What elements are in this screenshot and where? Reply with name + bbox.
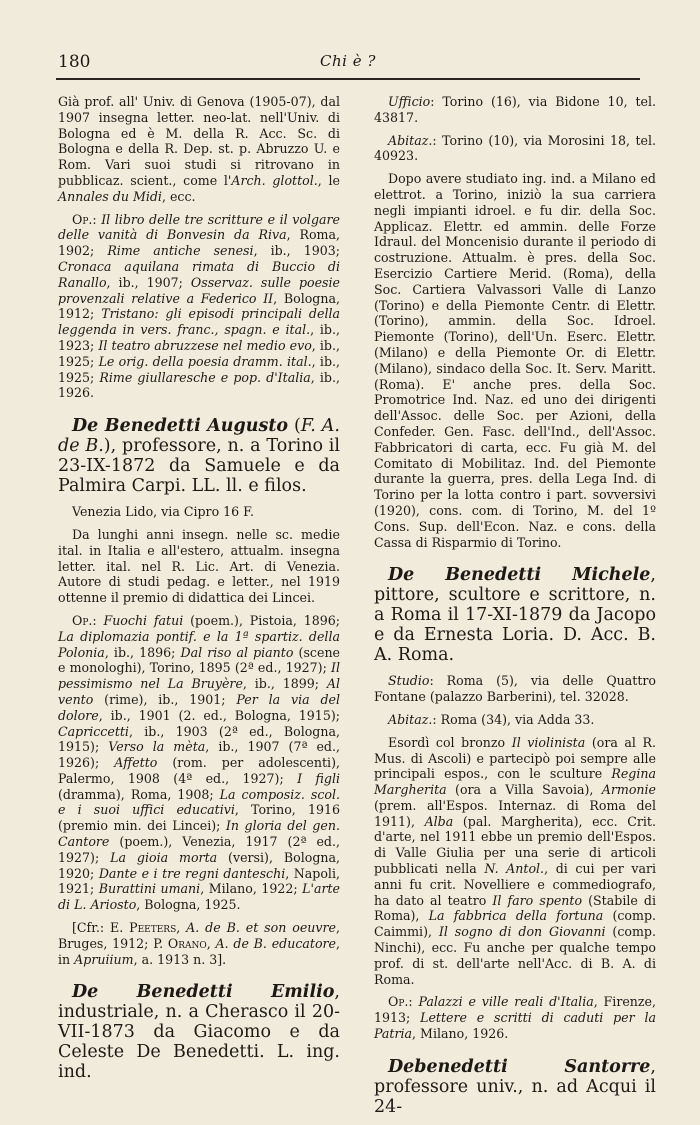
text-run: (ora a Villa Savoia), xyxy=(446,782,602,798)
italic-text: Studio xyxy=(388,673,430,689)
text-run: (rom. per adolescenti), Palermo, 1908 (4ª ed., 1927); xyxy=(58,755,340,786)
text-run: , xyxy=(206,935,216,951)
italic-text: Osservaz. sulle poesie provenzali relative a Federico II xyxy=(58,274,340,306)
entry-heading xyxy=(58,416,340,496)
entry-name: De Benedetti Emilio xyxy=(72,982,335,1003)
italic-text: Ufficio xyxy=(388,94,431,109)
italic-text: Abitaz. xyxy=(388,711,433,727)
text-run: , Roma, 1902; xyxy=(58,227,340,259)
italic-text: Affetto xyxy=(114,755,158,771)
entry-heading xyxy=(374,1057,656,1117)
text-paragraph xyxy=(58,212,340,402)
text-paragraph xyxy=(374,712,656,728)
text-run: , xyxy=(176,920,187,936)
text-run: , Napoli, 1921; xyxy=(58,865,340,897)
italic-text: Annales du Midi xyxy=(58,188,162,204)
text-run: (rime), ib., 1901; xyxy=(93,691,237,707)
text-run: , industriale, n. a Cherasco il 20-VII-1873 da Giacomo e da Celeste De Benedetti. L. ing. ind. xyxy=(58,982,340,1083)
text-run: ), professore, n. a Torino il 23-IX-1872 da Samuele e da Palmira Carpi. LL. ll. e filos. xyxy=(58,436,340,497)
text-paragraph xyxy=(58,504,340,520)
text-run: Dopo avere studiato ing. ind. a Milano ed elettrot. a Torino, iniziò la sua carriera negli impianti idroel. e fu dir. della Soc. Applicaz. Elettr. ed ammin. delle Forze Idraul. del Moncenisio durante il periodo di costruzione. Attualm. è pres. della Soc. Esercizio Cartiere Merid. (Roma), della Soc. Cartiera Valvassori Valle di Lanzo (Torino) e della Piemonte Centr. di Elettr. (Torino), ammin. della Soc. Idroel. Piemonte (Torino), dell'Un. Eserc. Elettr. (Milano) e della Piemonte Or. di Elettr. (Milano), sindaco della Soc. It. Serv. Maritt. (Roma). E' anche pres. della Soc. Promotrice Ind. Naz. ed uno dei dirigenti dell'Assoc. delle Soc. per Azioni, della Confeder. Gen. Fasc. dell'Ind., dell'Assoc. Fabbricatori di carta, ecc. Fu già M. del Comitato di Mobilitaz. Ind. del Piemonte durante la guerra, pres. della Lega Ind. di Torino per la lotta contro i part. sovversivi (1920), cons. com. di Torino, M. del 1º Cons. Sup. dell'Econ. Naz. e cons. della Cassa di Risparmio di Torino. xyxy=(374,171,656,550)
italic-text: Rime giullaresche e pop. d'Italia xyxy=(99,369,311,385)
text-run: , ib., 1901 (2. ed., Bologna, 1915); xyxy=(98,707,340,723)
text-paragraph xyxy=(374,994,656,1041)
italic-text: Dante e i tre regni danteschi xyxy=(98,865,286,881)
small-caps-text: Op. xyxy=(72,211,93,227)
text-run: , ib., 1907; xyxy=(106,274,191,290)
text-run: (comp. Caimmi), xyxy=(374,908,657,940)
text-run: , Milano, 1926. xyxy=(412,1026,509,1042)
text-run: (versi), Bologna, 1920; xyxy=(58,849,340,881)
italic-text: Armonie xyxy=(601,782,656,798)
text-run: (comp. Ninchi), ecc. Fu anche per qualche tempo prof. di st. dell'arte nell'Acc. di B. A. di Roma. xyxy=(374,924,656,987)
text-paragraph xyxy=(58,527,340,606)
italic-text: Fuochi fatui xyxy=(103,612,184,628)
italic-text: Regina Margherita xyxy=(374,766,656,798)
italic-text: Tristano: gli episodi principali della leggenda in vers. franc., spagn. e ital. xyxy=(58,306,341,338)
text-run: : Roma (34), via Adda 33. xyxy=(432,711,595,727)
italic-text: Per la via del dolore xyxy=(58,691,340,723)
text-run: Già prof. all' Univ. di Genova (1905-07), dal 1907 insegna letter. neo-lat. nell'Univ. di Bologna ed è M. della R. Acc. Sc. di Bologna e della R. Dep. st. p. Abruzzo U. e Rom. Vari suoi studi si ritrovano in pubblicaz. scient., come l' xyxy=(58,94,340,188)
small-caps-text: Peeters xyxy=(129,920,177,936)
text-run: , ecc. xyxy=(161,188,196,204)
entry-name: Debenedetti Santorre xyxy=(388,1056,651,1077)
italic-text: I figli xyxy=(297,770,340,786)
italic-text: Capriccetti xyxy=(58,723,129,739)
text-run: , ib., 1903 (2ª ed., Bologna, 1915); xyxy=(58,723,340,755)
text-run: (poem.), Pistoia, 1896; xyxy=(183,612,341,628)
text-run: , ib., 1925; xyxy=(58,337,341,369)
running-title: Chi è ? xyxy=(320,52,376,70)
italic-text: Abitaz. xyxy=(388,132,433,148)
italic-text: Il faro spento xyxy=(492,892,583,908)
text-paragraph xyxy=(374,94,656,126)
text-run: , in xyxy=(58,935,341,967)
italic-text: La composiz. scol. e i suoi uffici educativi xyxy=(58,786,340,818)
page-header xyxy=(58,52,638,80)
text-run: , Firenze, 1913; xyxy=(374,994,656,1026)
entry-name: De Benedetti Michele xyxy=(388,565,651,586)
text-run: : xyxy=(92,211,102,227)
text-paragraph xyxy=(58,920,340,967)
text-run: : xyxy=(408,994,419,1010)
italic-text: La gioia morta xyxy=(110,849,218,865)
entry-heading xyxy=(374,565,656,665)
text-run: : Roma (5), via delle Quattro Fontane (palazzo Barberini), tel. 32028. xyxy=(374,673,656,705)
italic-text: Rime antiche senesi xyxy=(107,243,254,259)
small-caps-text: Orano xyxy=(167,935,207,951)
italic-text: La diplomazia pontif. e la 1ª spartiz. della Polonia xyxy=(58,628,340,660)
italic-text: N. Antol. xyxy=(484,861,545,877)
page-number: 180 xyxy=(58,52,91,72)
text-run: , a. 1913 n. 3]. xyxy=(133,951,227,967)
italic-text: Il teatro abruzzese nel medio evo xyxy=(98,337,312,353)
right-text-column xyxy=(374,94,656,1125)
text-paragraph xyxy=(374,735,656,988)
small-caps-text: Op. xyxy=(72,612,93,628)
italic-text: Palazzi e ville reali d'Italia xyxy=(418,994,594,1010)
text-paragraph xyxy=(374,171,656,550)
italic-text: Burattini umani xyxy=(98,881,201,897)
text-run: : Torino (10), via Morosini 18, tel. 40923. xyxy=(374,132,656,164)
italic-text: Verso la mèta xyxy=(108,739,206,755)
text-run: , pittore, scultore e scrittore, n. a Roma il 17-XI-1879 da Jacopo e da Ernesta Loria. D. Acc. B. A. Roma. xyxy=(374,565,656,666)
text-run: , ib., 1923; xyxy=(58,322,340,353)
text-run: (ora al R. Mus. di Ascoli) e partecipò poi sempre alle principali espos., con le sculture xyxy=(374,734,656,782)
text-run: : xyxy=(92,612,104,628)
italic-text: Il violinista xyxy=(511,734,586,750)
text-run: , Torino, 1916 (premio min. dei Lincei); xyxy=(58,802,340,834)
text-run: Da lunghi anni insegn. nelle sc. medie ital. in Italia e all'estero, attualm. insegna letter. ital. nel R. Lic. Art. di Venezia. Autore di studi pedag. e letter., nel 1919 ottenne il premio di didattica dei Lincei. xyxy=(58,526,340,606)
italic-text: Le orig. della poesia dramm. ital. xyxy=(98,353,312,369)
text-run: (scene e monologhi), Torino, 1895 (2ª ed., 1927); xyxy=(58,644,341,676)
italic-text: A. de B. educatore xyxy=(215,935,336,951)
text-run: : Torino (16), via Bidone 10, tel. 43817. xyxy=(374,94,656,125)
text-run: Esordì col bronzo xyxy=(388,734,512,750)
text-run: (Stabile di Roma), xyxy=(374,892,656,924)
text-run: Venezia Lido, via Cipro 16 F. xyxy=(72,504,254,520)
small-caps-text: Op. xyxy=(388,994,409,1010)
text-run: , Bologna, 1912; xyxy=(58,290,340,322)
italic-text: Arch. glottol. xyxy=(231,172,318,188)
italic-text: Il libro delle tre scritture e il volgare delle vanità di Bonvesin da Riva xyxy=(58,211,340,243)
italic-text: Cronaca aquilana rimata di Buccio di Ranallo xyxy=(58,258,340,290)
text-run: (dramma), Roma, 1908; xyxy=(58,786,220,802)
text-run: ( xyxy=(288,416,301,437)
text-run: , ib., 1896; xyxy=(104,644,181,660)
italic-text: Al vento xyxy=(58,676,341,707)
entry-name: De Benedetti Augusto xyxy=(72,416,289,437)
italic-text: La fabbrica della fortuna xyxy=(428,908,604,924)
italic-text: Lettere e scritti di caduti per la Patria xyxy=(374,1010,656,1042)
text-run: , ib., 1903; xyxy=(253,243,340,259)
text-run: , Bruges, 1912; P. xyxy=(58,920,340,951)
text-run: (pal. Margherita), ecc. Crit. d'arte, nel 1911 ebbe un premio dell'Espos. di Valle Giulia per una serie di articoli pubblicati nella xyxy=(374,813,656,877)
header-rule xyxy=(56,78,640,80)
italic-text: Apruiium xyxy=(74,951,134,967)
text-run: , le xyxy=(317,172,340,188)
left-text-column xyxy=(58,94,340,1090)
text-paragraph xyxy=(374,133,656,165)
italic-text: L'arte di L. Ariosto xyxy=(58,881,341,913)
text-run: , ib., 1907 (7ª ed., 1926); xyxy=(58,739,340,771)
text-paragraph xyxy=(58,613,340,913)
text-run: , Milano, 1922; xyxy=(200,881,303,897)
text-run: (poem.), Venezia, 1917 (2ª ed., 1927); xyxy=(58,834,340,865)
italic-text: A. de B. et son oeuvre xyxy=(186,920,336,936)
text-run: , ib., 1899; xyxy=(242,676,327,692)
text-paragraph xyxy=(58,94,340,205)
text-run: [Cfr.: E. xyxy=(72,920,130,936)
italic-text: In gloria del gen. Cantore xyxy=(58,818,340,850)
text-run: , ib., 1925; xyxy=(58,353,341,385)
text-run: , Bologna, 1925. xyxy=(136,897,241,913)
text-run: , professore univ., n. ad Acqui il 24- xyxy=(374,1056,656,1117)
italic-text: Alba xyxy=(424,813,454,829)
text-paragraph xyxy=(374,673,656,705)
text-run: (prem. all'Espos. Internaz. di Roma del 1911), xyxy=(374,797,656,829)
italic-text: Il sogno di don Giovanni xyxy=(438,924,606,940)
italic-text: Dal riso al pianto xyxy=(180,644,294,660)
entry-heading xyxy=(58,982,340,1082)
italic-text: F. A. de B. xyxy=(58,416,340,457)
italic-text: Il pessimismo nel La Bruyère xyxy=(58,660,340,692)
text-run: , ib., 1926. xyxy=(58,369,340,401)
text-run: , di cui per vari anni fu crit. Novelliere e commediografo, ha dato al teatro xyxy=(374,861,657,908)
